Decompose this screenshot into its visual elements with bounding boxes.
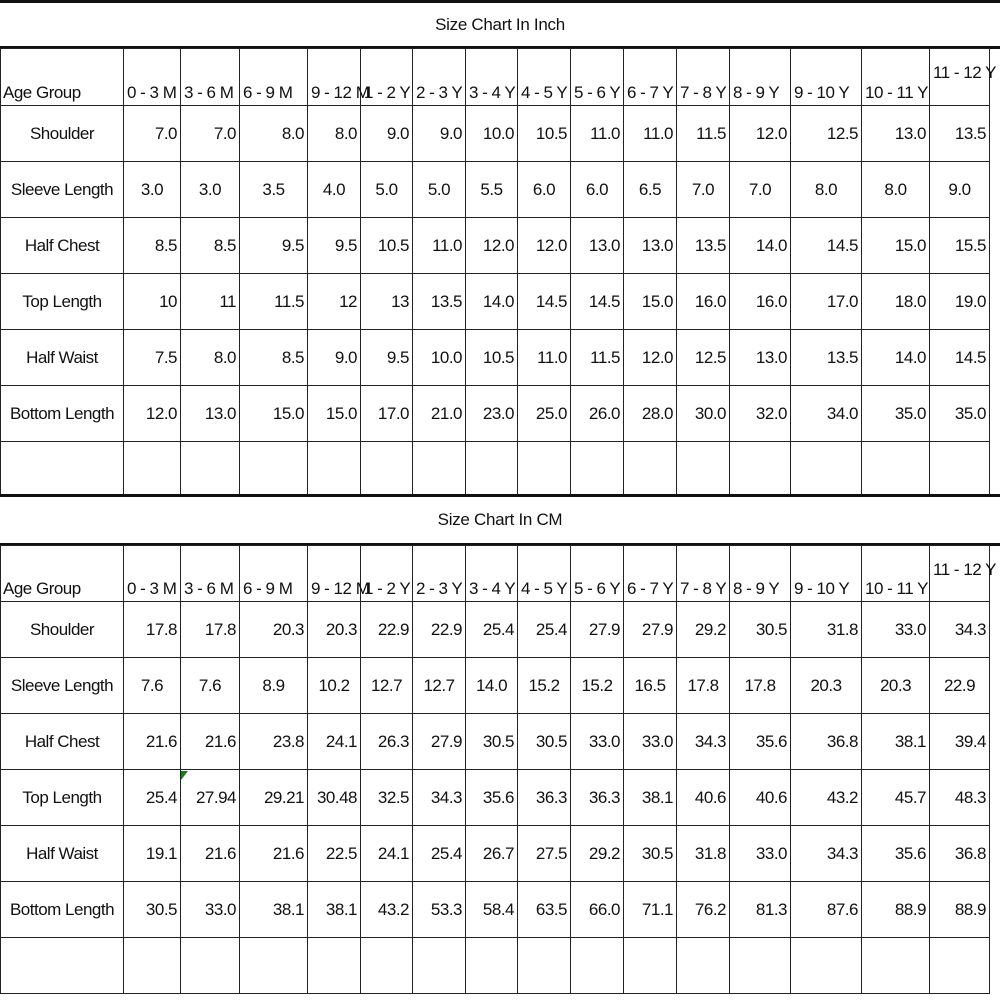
age-group-cell: 9 - 12 M xyxy=(308,546,361,602)
measurement-value-cell: 12.5 xyxy=(677,330,730,386)
measurement-label: Half Chest xyxy=(1,714,124,770)
measurement-value-cell: 48.3 xyxy=(930,770,990,826)
measurement-value-cell: 8.0 xyxy=(181,330,240,386)
measurement-value-cell: 4.0 xyxy=(308,162,361,218)
measurement-value-cell: 87.6 xyxy=(791,882,862,938)
measurement-value-cell: 35.0 xyxy=(930,386,990,442)
measurement-value-cell: 15.0 xyxy=(862,218,930,274)
measurement-row xyxy=(1,106,990,162)
measurement-value-cell: 8.0 xyxy=(240,106,308,162)
measurement-value-cell: 13 xyxy=(361,274,413,330)
measurement-value-cell: 12.0 xyxy=(518,218,571,274)
age-group-cell: 6 - 7 Y xyxy=(624,49,677,106)
measurement-value-cell: 7.0 xyxy=(677,162,730,218)
measurement-value-cell: 33.0 xyxy=(730,826,791,882)
measurement-value-cell: 26.3 xyxy=(361,714,413,770)
measurement-value-cell: 6.5 xyxy=(624,162,677,218)
age-group-cell: 10 - 11 Y xyxy=(862,546,930,602)
measurement-value-cell: 10.0 xyxy=(413,330,466,386)
age-group-cell: 6 - 9 M xyxy=(240,49,308,106)
measurement-value-cell: 10.0 xyxy=(466,106,518,162)
measurement-value-cell: 5.0 xyxy=(361,162,413,218)
measurement-value-cell: 11.0 xyxy=(518,330,571,386)
measurement-value-cell: 36.3 xyxy=(571,770,624,826)
empty-cell xyxy=(240,442,308,496)
measurement-value-cell: 38.1 xyxy=(862,714,930,770)
measurement-value-cell: 38.1 xyxy=(240,882,308,938)
measurement-value-cell: 15.2 xyxy=(571,658,624,714)
measurement-value-cell: 9.5 xyxy=(308,218,361,274)
measurement-value-cell: 33.0 xyxy=(181,882,240,938)
cell-comment-marker xyxy=(181,771,188,780)
measurement-row xyxy=(1,826,990,882)
measurement-row xyxy=(1,658,990,714)
measurement-value-cell: 53.3 xyxy=(413,882,466,938)
empty-cell xyxy=(930,938,990,994)
measurement-value-cell: 11.0 xyxy=(624,106,677,162)
measurement-value-cell: 30.5 xyxy=(730,602,791,658)
measurement-value-cell: 9.5 xyxy=(361,330,413,386)
measurement-value-cell: 16.0 xyxy=(730,274,791,330)
age-group-cell: 4 - 5 Y xyxy=(518,49,571,106)
measurement-value-cell: 7.6 xyxy=(181,658,240,714)
inch-chart-title: Size Chart In Inch xyxy=(435,15,565,34)
measurement-value-cell: 15.2 xyxy=(518,658,571,714)
measurement-value-cell: 12.0 xyxy=(624,330,677,386)
empty-row xyxy=(1,938,990,994)
measurement-value-cell: 22.9 xyxy=(413,602,466,658)
empty-cell xyxy=(862,938,930,994)
empty-cell xyxy=(791,938,862,994)
measurement-value-cell: 35.6 xyxy=(466,770,518,826)
empty-cell xyxy=(677,442,730,496)
measurement-value-cell: 7.6 xyxy=(124,658,181,714)
measurement-value-cell: 13.5 xyxy=(413,274,466,330)
measurement-value-cell: 25.4 xyxy=(413,826,466,882)
measurement-value-cell: 21.6 xyxy=(124,714,181,770)
measurement-value-cell: 14.0 xyxy=(466,274,518,330)
measurement-value-cell: 13.0 xyxy=(181,386,240,442)
empty-cell xyxy=(124,442,181,496)
age-group-header-row xyxy=(1,546,990,602)
measurement-value-cell: 13.5 xyxy=(791,330,862,386)
measurement-value-cell: 21.6 xyxy=(181,714,240,770)
measurement-value-cell: 8.5 xyxy=(240,330,308,386)
measurement-value-cell: 45.7 xyxy=(862,770,930,826)
measurement-row xyxy=(1,162,990,218)
age-group-cell: 3 - 6 M xyxy=(181,49,240,106)
measurement-value-cell: 13.0 xyxy=(862,106,930,162)
age-group-cell: 8 - 9 Y xyxy=(730,546,791,602)
empty-cell xyxy=(361,938,413,994)
measurement-value-cell: 10 xyxy=(124,274,181,330)
empty-cell xyxy=(571,442,624,496)
measurement-value-cell: 26.0 xyxy=(571,386,624,442)
measurement-value-cell: 24.1 xyxy=(361,826,413,882)
age-group-cell: 6 - 7 Y xyxy=(624,546,677,602)
measurement-value-cell: 38.1 xyxy=(624,770,677,826)
measurement-value-cell: 10.5 xyxy=(466,330,518,386)
measurement-label: Shoulder xyxy=(1,106,124,162)
measurement-value-cell: 66.0 xyxy=(571,882,624,938)
empty-cell xyxy=(240,938,308,994)
measurement-value-cell: 20.3 xyxy=(308,602,361,658)
measurement-value-cell: 40.6 xyxy=(730,770,791,826)
empty-cell xyxy=(730,442,791,496)
measurement-value-cell: 18.0 xyxy=(862,274,930,330)
measurement-value-cell: 35.6 xyxy=(862,826,930,882)
measurement-value-cell: 11.5 xyxy=(677,106,730,162)
empty-cell xyxy=(413,442,466,496)
measurement-value-cell: 26.7 xyxy=(466,826,518,882)
measurement-label: Bottom Length xyxy=(1,386,124,442)
measurement-value-cell: 34.3 xyxy=(677,714,730,770)
measurement-value-cell: 11.5 xyxy=(571,330,624,386)
measurement-value-cell: 8.0 xyxy=(791,162,862,218)
measurement-value-cell: 17.8 xyxy=(677,658,730,714)
measurement-value-cell: 11.0 xyxy=(413,218,466,274)
measurement-value-cell: 36.3 xyxy=(518,770,571,826)
measurement-value-cell: 13.5 xyxy=(930,106,990,162)
measurement-label: Bottom Length xyxy=(1,882,124,938)
empty-cell xyxy=(1,938,124,994)
measurement-value-cell: 12.7 xyxy=(361,658,413,714)
age-group-cell: 8 - 9 Y xyxy=(730,49,791,106)
measurement-value-cell: 8.5 xyxy=(181,218,240,274)
measurement-value-cell: 38.1 xyxy=(308,882,361,938)
empty-cell xyxy=(1,442,124,496)
measurement-value-cell: 32.5 xyxy=(361,770,413,826)
measurement-value-cell: 30.0 xyxy=(677,386,730,442)
measurement-value-cell: 23.8 xyxy=(240,714,308,770)
measurement-value-cell: 25.4 xyxy=(518,602,571,658)
measurement-value-cell: 12.0 xyxy=(124,386,181,442)
empty-cell xyxy=(181,938,240,994)
measurement-value-cell: 13.0 xyxy=(571,218,624,274)
age-group-cell: 2 - 3 Y xyxy=(413,546,466,602)
age-group-cell: 9 - 10 Y xyxy=(791,49,862,106)
measurement-value-cell: 31.8 xyxy=(677,826,730,882)
measurement-row xyxy=(1,602,990,658)
measurement-value-cell: 30.5 xyxy=(466,714,518,770)
age-group-cell: 5 - 6 Y xyxy=(571,546,624,602)
measurement-label: Shoulder xyxy=(1,602,124,658)
measurement-value-cell: 32.0 xyxy=(730,386,791,442)
measurement-value-cell: 58.4 xyxy=(466,882,518,938)
measurement-row xyxy=(1,386,990,442)
measurement-value-cell: 3.0 xyxy=(181,162,240,218)
measurement-value-cell: 20.3 xyxy=(240,602,308,658)
measurement-value-cell: 14.0 xyxy=(730,218,791,274)
empty-cell xyxy=(930,442,990,496)
inch-size-table xyxy=(0,48,996,496)
measurement-value-cell: 17.8 xyxy=(181,602,240,658)
measurement-value-cell: 27.9 xyxy=(413,714,466,770)
age-group-header-row xyxy=(1,49,990,106)
age-group-cell: 4 - 5 Y xyxy=(518,546,571,602)
measurement-value-cell: 43.2 xyxy=(791,770,862,826)
empty-cell xyxy=(181,442,240,496)
empty-cell xyxy=(624,442,677,496)
measurement-value-cell: 27.94 xyxy=(181,770,240,826)
measurement-value-cell: 7.0 xyxy=(730,162,791,218)
measurement-value-cell: 23.0 xyxy=(466,386,518,442)
measurement-value-cell: 8.0 xyxy=(862,162,930,218)
measurement-value-cell: 3.5 xyxy=(240,162,308,218)
age-group-cell: 9 - 12 M xyxy=(308,49,361,106)
measurement-value-cell: 63.5 xyxy=(518,882,571,938)
age-group-cell: 2 - 3 Y xyxy=(413,49,466,106)
measurement-value-cell: 6.0 xyxy=(518,162,571,218)
measurement-value-cell: 28.0 xyxy=(624,386,677,442)
measurement-value-cell: 27.9 xyxy=(624,602,677,658)
measurement-value-cell: 11 xyxy=(181,274,240,330)
measurement-row xyxy=(1,218,990,274)
measurement-value-cell: 33.0 xyxy=(862,602,930,658)
empty-cell xyxy=(124,938,181,994)
measurement-value-cell: 17.8 xyxy=(730,658,791,714)
measurement-value-cell: 29.21 xyxy=(240,770,308,826)
measurement-value-cell: 13.0 xyxy=(730,330,791,386)
measurement-label: Half Waist xyxy=(1,826,124,882)
age-group-cell: 1 - 2 Y xyxy=(361,49,413,106)
measurement-label: Top Length xyxy=(1,770,124,826)
measurement-value-cell: 21.0 xyxy=(413,386,466,442)
age-group-label: Age Group xyxy=(1,49,124,106)
measurement-value-cell: 10.2 xyxy=(308,658,361,714)
empty-cell xyxy=(518,938,571,994)
measurement-value-cell: 43.2 xyxy=(361,882,413,938)
age-group-cell: 11 - 12 Y xyxy=(930,49,990,106)
empty-cell xyxy=(730,938,791,994)
measurement-value-cell: 19.1 xyxy=(124,826,181,882)
empty-cell xyxy=(624,938,677,994)
measurement-value-cell: 21.6 xyxy=(240,826,308,882)
measurement-value-cell: 15.0 xyxy=(240,386,308,442)
measurement-value-cell: 40.6 xyxy=(677,770,730,826)
measurement-value-cell: 27.5 xyxy=(518,826,571,882)
age-group-cell: 3 - 4 Y xyxy=(466,49,518,106)
empty-cell xyxy=(677,938,730,994)
measurement-value-cell: 15.0 xyxy=(624,274,677,330)
measurement-value-cell: 8.9 xyxy=(240,658,308,714)
measurement-value-cell: 35.6 xyxy=(730,714,791,770)
age-group-cell: 11 - 12 Y xyxy=(930,546,990,602)
age-group-cell: 10 - 11 Y xyxy=(862,49,930,106)
age-group-cell: 3 - 4 Y xyxy=(466,546,518,602)
measurement-value-cell: 30.5 xyxy=(518,714,571,770)
measurement-row xyxy=(1,330,990,386)
measurement-value-cell: 22.9 xyxy=(361,602,413,658)
measurement-value-cell: 9.0 xyxy=(308,330,361,386)
measurement-value-cell: 12.7 xyxy=(413,658,466,714)
measurement-value-cell: 20.3 xyxy=(791,658,862,714)
measurement-label: Half Waist xyxy=(1,330,124,386)
cm-chart-title: Size Chart In CM xyxy=(437,510,563,529)
measurement-value-cell: 25.0 xyxy=(518,386,571,442)
measurement-label: Top Length xyxy=(1,274,124,330)
measurement-value-cell: 8.0 xyxy=(308,106,361,162)
empty-cell xyxy=(466,938,518,994)
measurement-value-cell: 19.0 xyxy=(930,274,990,330)
measurement-value-cell: 30.5 xyxy=(124,882,181,938)
measurement-value-cell: 13.0 xyxy=(624,218,677,274)
measurement-value-cell: 88.9 xyxy=(862,882,930,938)
age-group-cell: 0 - 3 M xyxy=(124,49,181,106)
measurement-value-cell: 76.2 xyxy=(677,882,730,938)
measurement-value-cell: 10.5 xyxy=(361,218,413,274)
measurement-value-cell: 25.4 xyxy=(124,770,181,826)
measurement-value-cell: 14.5 xyxy=(518,274,571,330)
measurement-value-cell: 34.0 xyxy=(791,386,862,442)
measurement-value-cell: 9.0 xyxy=(930,162,990,218)
measurement-value-cell: 29.2 xyxy=(571,826,624,882)
measurement-value-cell: 36.8 xyxy=(930,826,990,882)
empty-row xyxy=(1,442,990,496)
measurement-value-cell: 10.5 xyxy=(518,106,571,162)
measurement-value-cell: 36.8 xyxy=(791,714,862,770)
measurement-value-cell: 7.5 xyxy=(124,330,181,386)
measurement-value-cell: 29.2 xyxy=(677,602,730,658)
cm-size-table xyxy=(0,545,996,994)
measurement-value-cell: 81.3 xyxy=(730,882,791,938)
empty-cell xyxy=(862,442,930,496)
measurement-value-cell: 5.0 xyxy=(413,162,466,218)
measurement-value-cell: 27.9 xyxy=(571,602,624,658)
measurement-row xyxy=(1,770,990,826)
measurement-value-cell: 30.5 xyxy=(624,826,677,882)
age-group-cell: 3 - 6 M xyxy=(181,546,240,602)
age-group-cell: 9 - 10 Y xyxy=(791,546,862,602)
measurement-value-cell: 33.0 xyxy=(624,714,677,770)
measurement-label: Half Chest xyxy=(1,218,124,274)
measurement-value-cell: 17.0 xyxy=(791,274,862,330)
measurement-value-cell: 21.6 xyxy=(181,826,240,882)
measurement-value-cell: 12 xyxy=(308,274,361,330)
age-group-cell: 0 - 3 M xyxy=(124,546,181,602)
measurement-value-cell: 88.9 xyxy=(930,882,990,938)
measurement-value-cell: 5.5 xyxy=(466,162,518,218)
measurement-value-cell: 33.0 xyxy=(571,714,624,770)
measurement-value-cell: 14.5 xyxy=(571,274,624,330)
measurement-value-cell: 8.5 xyxy=(124,218,181,274)
empty-cell xyxy=(308,442,361,496)
empty-cell xyxy=(308,938,361,994)
age-group-cell: 7 - 8 Y xyxy=(677,546,730,602)
empty-cell xyxy=(466,442,518,496)
empty-cell xyxy=(518,442,571,496)
measurement-value-cell: 15.0 xyxy=(308,386,361,442)
measurement-value-cell: 11.0 xyxy=(571,106,624,162)
measurement-row xyxy=(1,714,990,770)
measurement-value-cell: 6.0 xyxy=(571,162,624,218)
measurement-label: Sleeve Length xyxy=(1,162,124,218)
age-group-cell: 6 - 9 M xyxy=(240,546,308,602)
measurement-row xyxy=(1,274,990,330)
measurement-value-cell: 12.0 xyxy=(466,218,518,274)
measurement-value-cell: 9.0 xyxy=(413,106,466,162)
empty-cell xyxy=(571,938,624,994)
measurement-value-cell: 34.3 xyxy=(930,602,990,658)
measurement-label: Sleeve Length xyxy=(1,658,124,714)
measurement-value-cell: 11.5 xyxy=(240,274,308,330)
measurement-value-cell: 16.0 xyxy=(677,274,730,330)
measurement-value-cell: 9.0 xyxy=(361,106,413,162)
measurement-value-cell: 12.0 xyxy=(730,106,791,162)
measurement-value-cell: 34.3 xyxy=(413,770,466,826)
measurement-value-cell: 12.5 xyxy=(791,106,862,162)
measurement-value-cell: 34.3 xyxy=(791,826,862,882)
age-group-cell: 1 - 2 Y xyxy=(361,546,413,602)
measurement-value-cell: 9.5 xyxy=(240,218,308,274)
measurement-value-cell: 16.5 xyxy=(624,658,677,714)
measurement-value-cell: 35.0 xyxy=(862,386,930,442)
measurement-value-cell: 31.8 xyxy=(791,602,862,658)
measurement-value-cell: 20.3 xyxy=(862,658,930,714)
measurement-value-cell: 15.5 xyxy=(930,218,990,274)
empty-cell xyxy=(413,938,466,994)
measurement-value-cell: 24.1 xyxy=(308,714,361,770)
measurement-value-cell: 3.0 xyxy=(124,162,181,218)
age-group-label: Age Group xyxy=(1,546,124,602)
age-group-cell: 7 - 8 Y xyxy=(677,49,730,106)
measurement-value-cell: 7.0 xyxy=(124,106,181,162)
measurement-value-cell: 30.48 xyxy=(308,770,361,826)
measurement-value-cell: 17.0 xyxy=(361,386,413,442)
measurement-value-cell: 14.0 xyxy=(862,330,930,386)
measurement-value-cell: 39.4 xyxy=(930,714,990,770)
measurement-value-cell: 25.4 xyxy=(466,602,518,658)
empty-cell xyxy=(361,442,413,496)
age-group-cell: 5 - 6 Y xyxy=(571,49,624,106)
measurement-value-cell: 22.9 xyxy=(930,658,990,714)
measurement-value-cell: 71.1 xyxy=(624,882,677,938)
measurement-value-cell: 13.5 xyxy=(677,218,730,274)
measurement-value-cell: 22.5 xyxy=(308,826,361,882)
measurement-value-cell: 14.5 xyxy=(791,218,862,274)
measurement-value-cell: 17.8 xyxy=(124,602,181,658)
measurement-row xyxy=(1,882,990,938)
measurement-value-cell: 7.0 xyxy=(181,106,240,162)
measurement-value-cell: 14.5 xyxy=(930,330,990,386)
empty-cell xyxy=(791,442,862,496)
measurement-value-cell: 14.0 xyxy=(466,658,518,714)
